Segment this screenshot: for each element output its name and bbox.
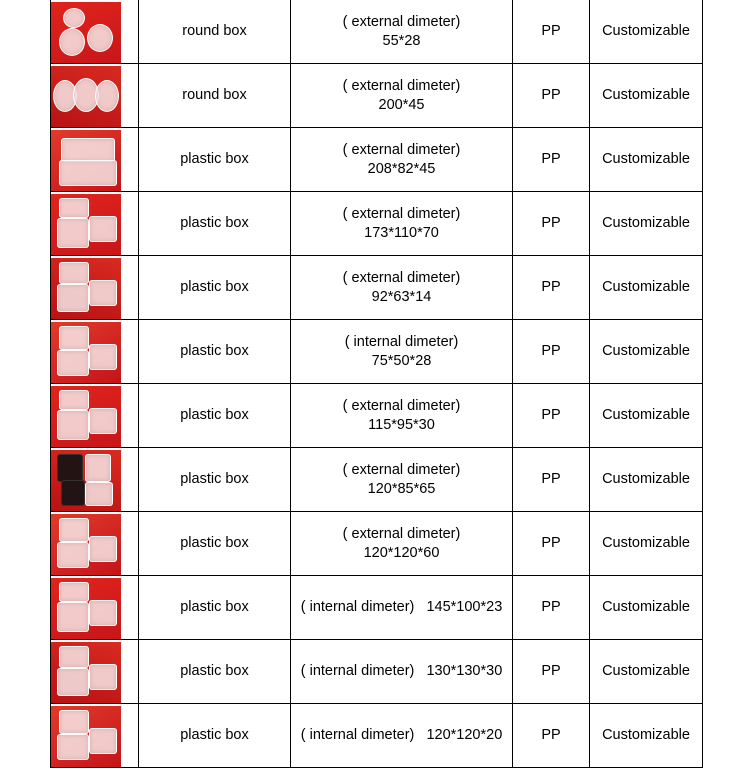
product-dimensions-cell — [291, 192, 513, 256]
product-material: PP — [513, 512, 590, 576]
product-dimensions-cell — [291, 704, 513, 768]
table-row — [51, 256, 703, 320]
box-lid — [59, 326, 89, 350]
dimension-type-label: ( external dimeter) — [342, 205, 461, 222]
table-row — [51, 384, 703, 448]
dimension-line — [301, 599, 503, 615]
product-dimensions-cell — [291, 640, 513, 704]
product-photo — [51, 66, 121, 127]
table-row — [51, 192, 703, 256]
table-row — [51, 64, 703, 128]
product-customization: Customizable — [590, 512, 703, 576]
dimension-value: 92*63*14 — [371, 288, 432, 305]
product-material: PP — [513, 192, 590, 256]
table-row — [51, 640, 703, 704]
product-customization: Customizable — [590, 640, 703, 704]
dimension-line — [301, 727, 503, 743]
product-photo-cell — [51, 576, 139, 640]
dimension-type-label: ( external dimeter) — [342, 461, 461, 478]
dimension-value: 200*45 — [378, 96, 425, 113]
product-dimensions-cell — [291, 448, 513, 512]
product-dimensions-cell — [291, 0, 513, 64]
product-name: plastic box — [139, 256, 291, 320]
dimension-line — [301, 663, 503, 679]
product-material: PP — [513, 0, 590, 64]
product-photo — [51, 130, 121, 191]
product-photo — [51, 386, 121, 447]
product-dimensions-cell — [291, 384, 513, 448]
product-name: round box — [139, 64, 291, 128]
box-lid — [59, 582, 89, 602]
product-name: plastic box — [139, 704, 291, 768]
closed-box — [89, 216, 117, 242]
box-base — [57, 284, 89, 312]
dimension-type-label: ( internal dimeter) — [300, 727, 415, 743]
table-row — [51, 704, 703, 768]
box-lid — [59, 646, 89, 668]
dimension-value: 120*120*20 — [426, 727, 503, 743]
dimension-value: 120*85*65 — [367, 480, 436, 497]
product-photo — [51, 258, 121, 319]
dimension-type-label: ( internal dimeter) — [344, 333, 459, 350]
product-name: plastic box — [139, 512, 291, 576]
dimension-value: 75*50*28 — [371, 352, 432, 369]
box-base — [57, 350, 89, 376]
product-name: plastic box — [139, 192, 291, 256]
product-name: plastic box — [139, 128, 291, 192]
product-photo-cell — [51, 640, 139, 704]
box-base — [57, 218, 89, 248]
closed-box — [89, 536, 117, 562]
closed-box — [89, 600, 117, 626]
table-row — [51, 448, 703, 512]
box-lid — [59, 710, 89, 734]
product-material: PP — [513, 704, 590, 768]
dimension-type-label: ( external dimeter) — [342, 269, 461, 286]
product-table — [50, 0, 703, 768]
closed-box — [89, 344, 117, 370]
product-customization: Customizable — [590, 128, 703, 192]
dimension-type-label: ( internal dimeter) — [300, 599, 415, 615]
box-base — [57, 668, 89, 696]
product-photo — [51, 322, 121, 383]
product-table-body — [51, 0, 703, 768]
box-lid — [59, 390, 89, 410]
product-photo — [51, 706, 121, 767]
product-name: plastic box — [139, 384, 291, 448]
product-dimensions-cell — [291, 128, 513, 192]
product-dimensions-cell — [291, 256, 513, 320]
product-photo-cell — [51, 128, 139, 192]
clear-box — [85, 454, 111, 482]
product-name: plastic box — [139, 448, 291, 512]
product-name: plastic box — [139, 320, 291, 384]
product-customization: Customizable — [590, 192, 703, 256]
dimension-value: 208*82*45 — [367, 160, 436, 177]
product-dimensions-cell — [291, 576, 513, 640]
product-customization: Customizable — [590, 448, 703, 512]
table-row — [51, 576, 703, 640]
product-material: PP — [513, 384, 590, 448]
product-material: PP — [513, 128, 590, 192]
product-photo — [51, 642, 121, 703]
dimension-type-label: ( external dimeter) — [342, 397, 461, 414]
black-box — [61, 480, 85, 506]
table-row — [51, 320, 703, 384]
dimension-value: 120*120*60 — [363, 544, 440, 561]
product-photo-cell — [51, 448, 139, 512]
dimension-type-label: ( internal dimeter) — [300, 663, 415, 679]
product-photo-cell — [51, 384, 139, 448]
dimension-type-label: ( external dimeter) — [342, 525, 461, 542]
product-customization: Customizable — [590, 576, 703, 640]
box-base — [57, 542, 89, 568]
product-material: PP — [513, 256, 590, 320]
closed-box — [89, 728, 117, 754]
product-photo — [51, 578, 121, 639]
round-box — [95, 80, 119, 112]
product-dimensions-cell — [291, 64, 513, 128]
box-lid — [59, 198, 89, 218]
dimension-type-label: ( external dimeter) — [342, 141, 461, 158]
product-photo — [51, 194, 121, 255]
black-box — [57, 454, 83, 482]
product-name: plastic box — [139, 576, 291, 640]
closed-box — [89, 408, 117, 434]
clear-box — [85, 482, 113, 506]
box-lid — [59, 518, 89, 542]
round-box — [87, 24, 113, 52]
dimension-value: 115*95*30 — [368, 416, 435, 433]
product-material: PP — [513, 448, 590, 512]
product-photo-cell — [51, 512, 139, 576]
product-material: PP — [513, 320, 590, 384]
closed-box — [89, 280, 117, 306]
dimension-value: 55*28 — [382, 32, 421, 49]
product-photo — [51, 450, 121, 511]
product-material: PP — [513, 64, 590, 128]
product-customization: Customizable — [590, 320, 703, 384]
product-customization: Customizable — [590, 384, 703, 448]
dimension-value: 145*100*23 — [426, 599, 503, 615]
product-photo-cell — [51, 704, 139, 768]
box-lid — [61, 138, 115, 162]
product-customization: Customizable — [590, 64, 703, 128]
box-base — [59, 160, 117, 186]
product-customization: Customizable — [590, 0, 703, 64]
box-base — [57, 602, 89, 632]
product-photo-cell — [51, 320, 139, 384]
product-photo-cell — [51, 64, 139, 128]
round-box-lid — [63, 8, 85, 28]
product-name: round box — [139, 0, 291, 64]
product-customization: Customizable — [590, 256, 703, 320]
closed-box — [89, 664, 117, 690]
dimension-type-label: ( external dimeter) — [342, 77, 461, 94]
dimension-value: 173*110*70 — [364, 224, 439, 241]
dimension-type-label: ( external dimeter) — [342, 13, 461, 30]
round-box — [59, 28, 85, 56]
product-material: PP — [513, 576, 590, 640]
product-photo-cell — [51, 0, 139, 64]
product-photo-cell — [51, 256, 139, 320]
box-base — [57, 410, 89, 440]
product-customization: Customizable — [590, 704, 703, 768]
product-photo — [51, 514, 121, 575]
box-lid — [59, 262, 89, 284]
product-photo — [51, 2, 121, 63]
product-material: PP — [513, 640, 590, 704]
box-base — [57, 734, 89, 760]
product-photo-cell — [51, 192, 139, 256]
table-row — [51, 128, 703, 192]
table-row — [51, 0, 703, 64]
product-name: plastic box — [139, 640, 291, 704]
product-dimensions-cell — [291, 512, 513, 576]
table-row — [51, 512, 703, 576]
product-dimensions-cell — [291, 320, 513, 384]
dimension-value: 130*130*30 — [426, 663, 503, 679]
